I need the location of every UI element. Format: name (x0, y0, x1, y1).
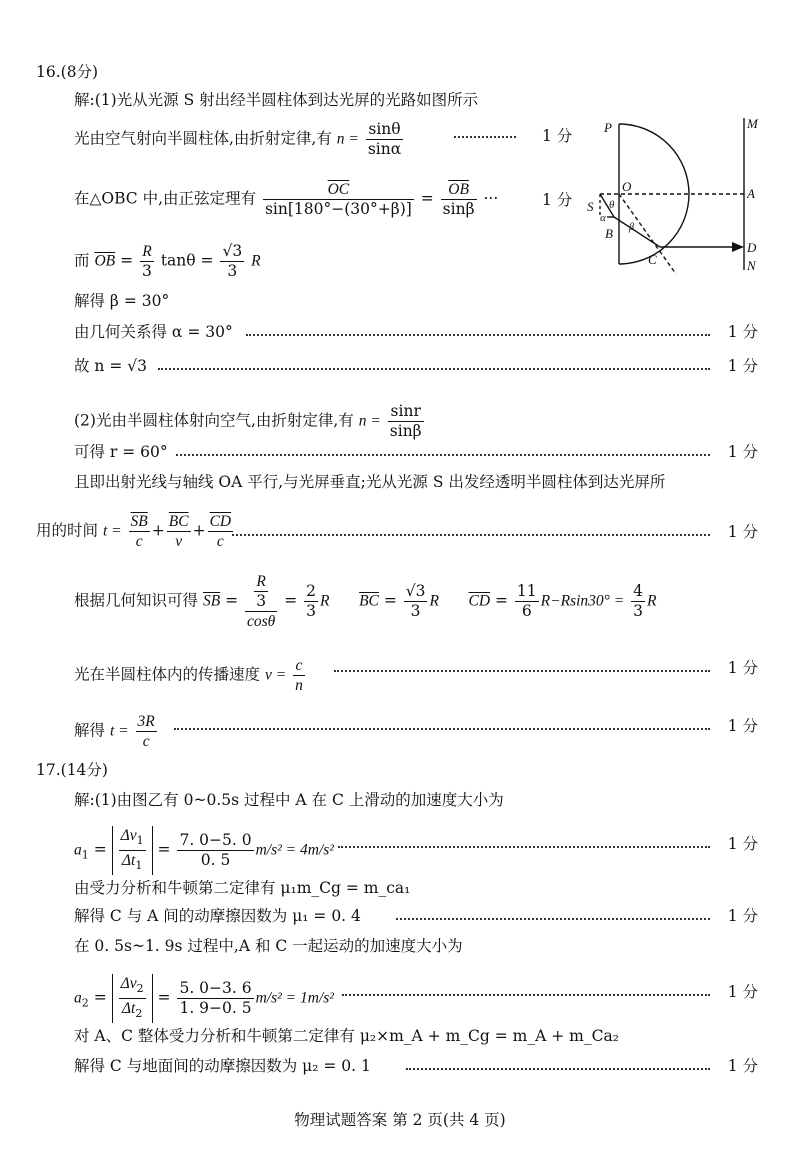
num (119, 826, 146, 851)
den: n (295, 677, 303, 694)
text: (2)光由半圆柱体射向空气,由折射定律,有 (74, 411, 354, 430)
leader-dots (334, 670, 710, 672)
leader-dots (232, 534, 710, 536)
fraction (119, 974, 146, 1023)
fraction (404, 582, 428, 621)
score: 1 分 (727, 717, 758, 735)
q16-line11: 根据几何知识可得 $\overline{SB}$ = $\frac{\frac{R}{3}}{\cos\theta}$ = $\frac{2}{3}$ R $\overline{BC}$ = $\frac{√3}{3}$ R $\overline{CD}$ = $\frac{11}{6}$ R−Rsin30° = $\frac{4}{3}$ R (74, 573, 657, 630)
den: 3 (256, 592, 267, 610)
score: 1 分 (727, 659, 758, 677)
den: 3 (227, 262, 238, 280)
arrow-head (732, 242, 744, 252)
num: 3R (137, 713, 155, 730)
label-theta: θ (609, 199, 615, 211)
cd: $\overline{CD}$ (468, 592, 491, 610)
num (245, 572, 277, 612)
den: cosθ (247, 613, 276, 630)
score: 1 分 (542, 127, 573, 145)
eq: = (120, 251, 134, 270)
sub: 1 (136, 834, 144, 848)
q16-line12 (74, 656, 307, 695)
dv: Δv (120, 827, 137, 844)
dt: Δt (121, 1000, 136, 1018)
label-beta: β (629, 222, 634, 233)
num: 4 (633, 582, 643, 600)
fraction (263, 180, 414, 219)
sub: 2 (135, 1007, 143, 1021)
num: $\overline{OC}$ (263, 180, 414, 200)
num: c (293, 656, 305, 676)
a: a (74, 989, 82, 1007)
fraction (304, 582, 318, 621)
num: $\overline{BC}$ (168, 513, 189, 530)
leader-dots (338, 846, 710, 848)
fraction (140, 242, 154, 281)
den (119, 999, 146, 1023)
den: v (175, 533, 183, 550)
label-M: M (747, 116, 758, 131)
fraction (293, 656, 305, 695)
num: 5. 0−3. 6 (179, 979, 252, 998)
den: sin[180°−(30°+β)] (264, 200, 412, 218)
a: a (74, 841, 82, 859)
tan: tanθ = (160, 251, 214, 270)
q17-a1-line: $a_1$ = $\frac{\Delta v_1}{\Delta t_1}$ = $\frac{7. 0-5. 0}{0. 5}$ m/s² = 4m/s² (74, 826, 334, 875)
fraction (515, 582, 539, 621)
dv: Δv (120, 975, 137, 992)
den: c (216, 533, 224, 550)
inner-fraction (254, 572, 268, 611)
eq: = (420, 189, 434, 208)
label-D: D (747, 240, 757, 255)
q16-heading: 16.(8分) (36, 63, 99, 81)
score: 1 分 (542, 191, 573, 209)
q16-line4: 解得 β = 30° (74, 292, 170, 310)
sub: 2 (81, 996, 89, 1010)
optics-diagram (582, 114, 772, 278)
q16-line6: 故 n = √3 (74, 357, 147, 375)
leader-dots (176, 454, 710, 456)
eq: n = (336, 130, 359, 148)
num: $\overline{OB}$ (441, 180, 477, 200)
fraction (366, 120, 403, 159)
q16-line13 (74, 712, 159, 751)
den: sinα (367, 140, 402, 158)
ob: $\overline{OB}$ (94, 252, 116, 270)
num: R (140, 242, 154, 262)
t: t = (102, 522, 122, 540)
den: c (135, 533, 143, 550)
text: 在△OBC 中,由正弦定理有 (74, 189, 257, 208)
r: R (320, 592, 330, 610)
fraction (441, 180, 477, 219)
den: 3 (306, 602, 317, 620)
num: √3 (222, 242, 243, 260)
den: 6 (521, 602, 532, 620)
leader-dots (342, 994, 710, 996)
den: 3 (633, 602, 643, 620)
q16-intro: 解:(1)光从光源 S 射出经半圆柱体到达光屏的光路如图所示 (74, 91, 479, 109)
eq: = (284, 591, 298, 610)
text: 根据几何知识可得 (74, 591, 199, 610)
fraction (136, 712, 157, 751)
r: R (646, 592, 657, 610)
fraction (631, 582, 645, 621)
num: $\overline{CD}$ (209, 513, 232, 530)
den: 0. 5 (200, 851, 231, 870)
q17-intro: 解:(1)由图乙有 0~0.5s 过程中 A 在 C 上滑动的加速度大小为 (74, 791, 504, 809)
fraction (177, 831, 253, 870)
score: 1 分 (727, 907, 758, 925)
den: c (142, 733, 150, 750)
leader-dots (246, 334, 710, 336)
sb: $\overline{SB}$ (202, 592, 221, 610)
dt: Δt (121, 852, 136, 870)
den: 3 (142, 262, 152, 280)
den: 3 (410, 602, 421, 620)
sub: 2 (136, 982, 144, 996)
q17-heading: 17.(14分) (36, 761, 108, 779)
num: sinr (388, 402, 424, 422)
den: sinβ (389, 422, 422, 440)
text: 而 (74, 251, 90, 270)
text: 光在半圆柱体内的传播速度 (74, 665, 261, 684)
den (119, 851, 146, 875)
fraction (119, 826, 146, 875)
q16-line5: 由几何关系得 α = 30° (74, 323, 233, 341)
leader-dots (174, 728, 710, 730)
label-P: P (604, 120, 612, 135)
label-A: A (747, 186, 755, 201)
q16-line7 (74, 402, 426, 441)
q16-line10: 用的时间 t = $\frac{\overline{SB}}{c}$ + $\frac{\overline{BC}}{v}$ + $\frac{\overline{CD}}{c}$ (36, 513, 232, 550)
tail: m/s² = 4m/s² (255, 841, 334, 859)
fraction (177, 979, 253, 1018)
q16-line1 (74, 120, 405, 159)
q17-line3: 解得 C 与 A 间的动摩擦因数为 μ₁ = 0. 4 (74, 907, 361, 925)
num: sinθ (366, 120, 403, 140)
v: v = (264, 666, 287, 684)
eq: n = (358, 412, 381, 430)
abs (112, 826, 153, 875)
text: 用的时间 (36, 521, 99, 540)
score: 1 分 (727, 443, 758, 461)
q17-line7: 解得 C 与地面间的动摩擦因数为 μ₂ = 0. 1 (74, 1057, 371, 1075)
fraction (167, 512, 191, 551)
page-footer: 物理试题答案 第 2 页(共 4 页) (294, 1111, 506, 1129)
score: 1 分 (727, 357, 758, 375)
score: 1 分 (727, 835, 758, 853)
score: 1 分 (727, 1057, 758, 1075)
score: 1 分 (727, 323, 758, 341)
score: 1 分 (727, 983, 758, 1001)
den: sinβ (442, 200, 475, 218)
fraction (388, 402, 424, 441)
q17-line4: 在 0. 5s~1. 9s 过程中,A 和 C 一起运动的加速度大小为 (74, 937, 463, 955)
label-O: O (622, 179, 632, 194)
r: R (251, 252, 261, 270)
t: t = (109, 722, 129, 740)
fraction (129, 512, 150, 551)
num (119, 974, 146, 999)
num: 7. 0−5. 0 (179, 831, 252, 850)
eq: = (93, 988, 107, 1007)
num: 11 (516, 582, 537, 600)
leader-dots (454, 136, 516, 138)
tail: m/s² = 1m/s² (255, 989, 334, 1007)
leader-dots (396, 918, 710, 920)
num: √3 (405, 582, 426, 600)
bc: $\overline{BC}$ (359, 592, 379, 610)
q16-line8: 可得 r = 60° (74, 443, 168, 461)
r: R (429, 592, 439, 610)
abs (112, 974, 153, 1023)
fraction (208, 512, 234, 551)
eq: = (93, 840, 107, 859)
sub: 1 (135, 859, 143, 873)
label-alpha: α (600, 212, 606, 224)
fraction (245, 572, 277, 631)
mid: R−Rsin30° = (540, 592, 625, 610)
num: R (254, 572, 268, 592)
q17-line2: 由受力分析和牛顿第二定律有 μ₁m_Cg = m_ca₁ (74, 879, 411, 897)
leader-dots (158, 368, 710, 370)
q16-line2 (74, 180, 498, 219)
fraction (220, 242, 244, 281)
label-C: C (648, 252, 657, 267)
q16-line3 (74, 242, 261, 281)
leader-dots (406, 1068, 710, 1070)
den: 1. 9−0. 5 (179, 999, 252, 1018)
q16-line9: 且即出射光线与轴线 OA 平行,与光屏垂直;光从光源 S 出发经透明半圆柱体到达光屏所 (74, 473, 666, 491)
text: 光由空气射向半圆柱体,由折射定律,有 (74, 129, 332, 148)
label-N: N (747, 258, 756, 273)
sub: 1 (81, 848, 89, 862)
label-B: B (605, 226, 613, 241)
tail: ··· (483, 189, 499, 208)
num: $\overline{SB}$ (130, 513, 148, 530)
q17-a2-line: $a_2$ = $\frac{\Delta v_2}{\Delta t_2}$ = $\frac{5. 0-3. 6}{1. 9-0. 5}$ m/s² = 1m/s² (74, 974, 334, 1023)
q17-line6: 对 A、C 整体受力分析和牛顿第二定律有 μ₂×m_A + m_Cg = m_A + m_Ca₂ (74, 1027, 619, 1045)
text: 解得 (74, 721, 106, 740)
label-S: S (587, 199, 594, 214)
score: 1 分 (727, 523, 758, 541)
num: 2 (306, 582, 317, 600)
